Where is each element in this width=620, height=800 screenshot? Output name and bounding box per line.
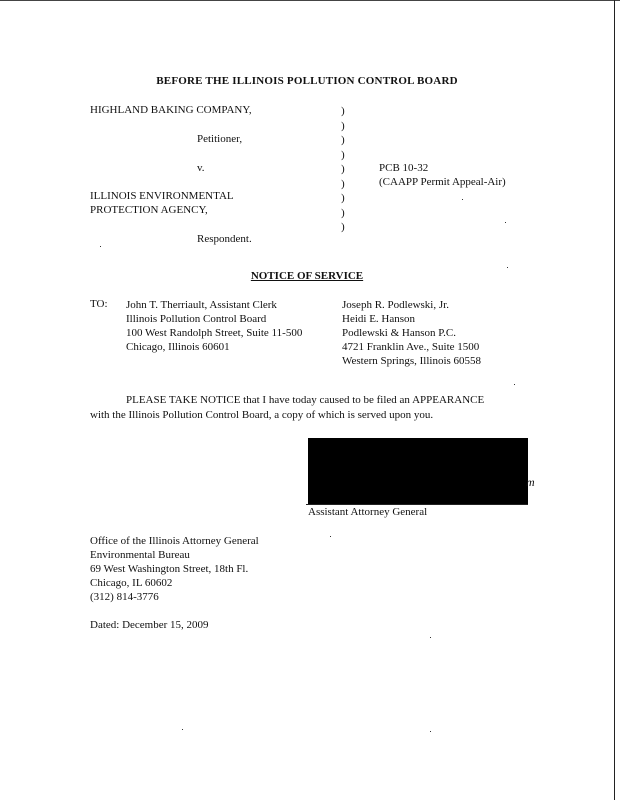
scan-speck (182, 729, 183, 730)
scan-speck (330, 536, 331, 537)
paren: ) (341, 134, 345, 146)
notice-body (90, 393, 530, 423)
recipient-counsel-line: Western Springs, Illinois 60558 (342, 355, 482, 367)
notice-body-line2: with the Illinois Pollution Control Board, a copy of which is served upon you. (90, 409, 434, 421)
office-line: Environmental Bureau (90, 549, 190, 561)
recipient-counsel-line: Joseph R. Podlewski, Jr. (342, 299, 449, 311)
redacted-signature (308, 438, 528, 504)
dated-line: Dated: December 15, 2009 (90, 619, 209, 631)
recipient-counsel-line: Heidi E. Hanson (342, 313, 416, 325)
page-edge-right (614, 0, 615, 800)
case-type: (CAAPP Permit Appeal-Air) (379, 176, 506, 188)
paren: ) (341, 119, 345, 132)
scan-speck (505, 222, 506, 223)
respondent-role: Respondent. (197, 233, 252, 245)
recipient-counsel-line: Podlewski & Hanson P.C. (342, 327, 456, 339)
page-edge-top (0, 0, 620, 1)
paren: ) (341, 177, 345, 190)
paren: ) (341, 221, 345, 233)
signature-title: Assistant Attorney General (308, 506, 428, 518)
paren: ) (341, 105, 345, 117)
recipient-counsel (342, 298, 481, 368)
scan-speck (507, 267, 508, 268)
recipient-clerk-line: Chicago, Illinois 60601 (126, 341, 230, 353)
signature-line (306, 504, 528, 505)
recipient-clerk-line: John T. Therriault, Assistant Clerk (126, 299, 277, 311)
to-label: TO: (90, 298, 108, 310)
office-address (90, 534, 259, 604)
notice-title: NOTICE OF SERVICE (250, 270, 364, 282)
office-line: Office of the Illinois Attorney General (90, 535, 259, 547)
petitioner-name: HIGHLAND BAKING COMPANY, (90, 104, 252, 116)
notice-body-line1: PLEASE TAKE NOTICE that I have today caused to be filed an APPEARANCE (126, 394, 485, 406)
signature-tail: m (526, 475, 535, 489)
paren: ) (341, 163, 345, 175)
office-line: 69 West Washington Street, 18th Fl. (90, 563, 249, 575)
document-title: BEFORE THE ILLINOIS POLLUTION CONTROL BOARD (156, 75, 458, 87)
office-line: Chicago, IL 60602 (90, 577, 173, 589)
scan-speck (462, 199, 463, 200)
petitioner-role: Petitioner, (197, 133, 243, 145)
paren: ) (341, 206, 345, 219)
respondent-name-line1: ILLINOIS ENVIRONMENTAL (90, 190, 234, 202)
recipient-clerk-line: 100 West Randolph Street, Suite 11-500 (126, 327, 303, 339)
case-number: PCB 10-32 (379, 162, 429, 174)
respondent-name-line2: PROTECTION AGENCY, (90, 204, 208, 216)
paren: ) (341, 192, 345, 204)
versus-label: v. (197, 162, 205, 174)
caption-parentheses (341, 104, 349, 235)
scan-speck (514, 384, 515, 385)
recipient-clerk (126, 298, 302, 354)
recipient-counsel-line: 4721 Franklin Ave., Suite 1500 (342, 341, 480, 353)
scan-speck (100, 246, 101, 247)
scan-speck (430, 637, 431, 638)
paren: ) (341, 148, 345, 161)
office-line: (312) 814-3776 (90, 591, 159, 603)
recipient-clerk-line: Illinois Pollution Control Board (126, 313, 267, 325)
scan-speck (430, 731, 431, 732)
